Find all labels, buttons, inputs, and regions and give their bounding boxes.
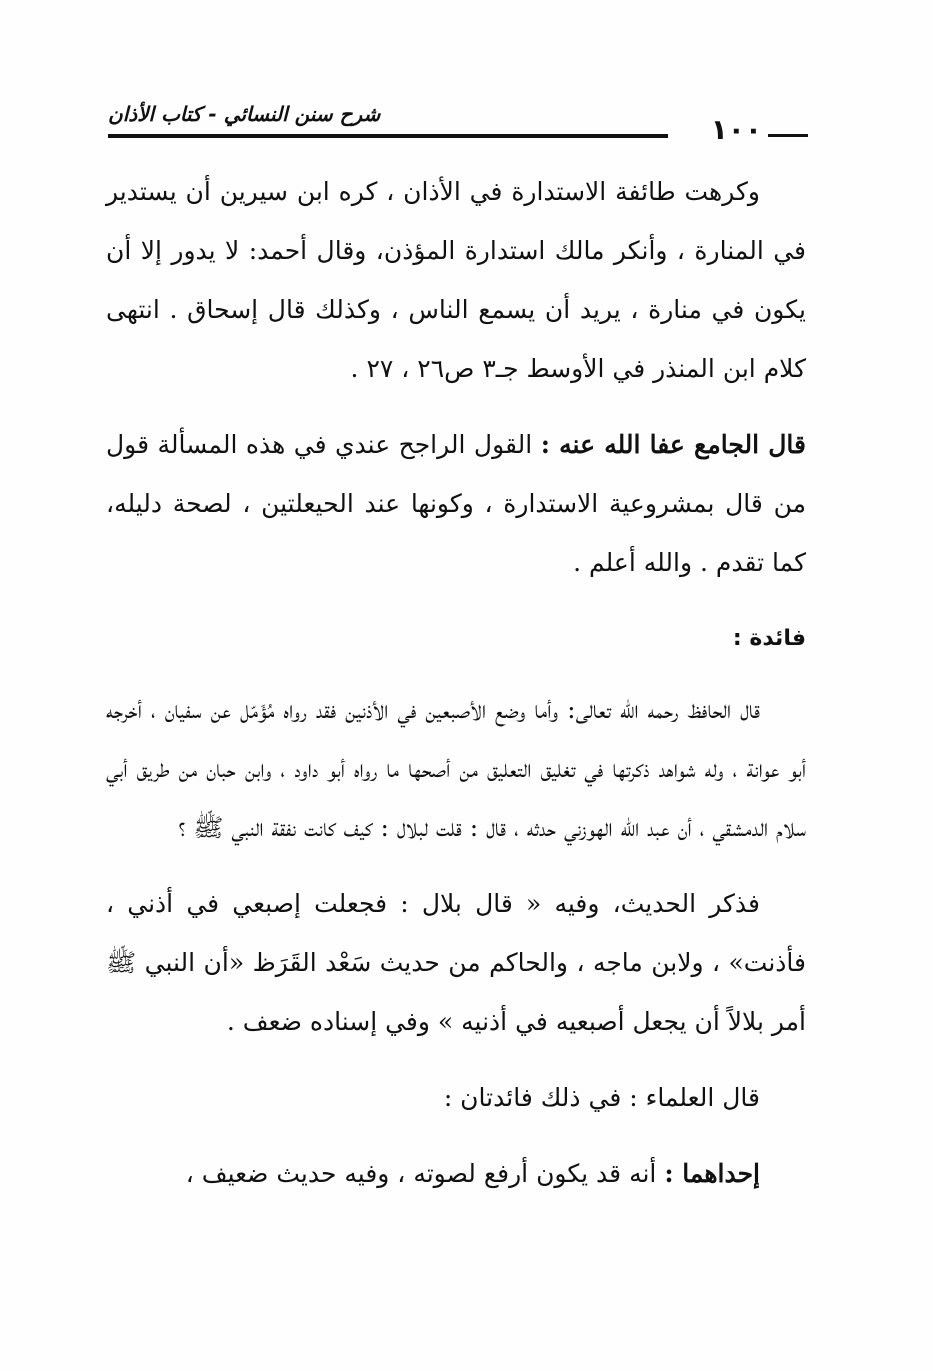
- running-title: شرح سنن النسائي - كتاب الأذان: [108, 102, 381, 126]
- paragraph-jami-opinion: [106, 415, 806, 592]
- first-benefit-lead: إحداهما :: [664, 1159, 760, 1188]
- paragraph-hadith: فذكر الحديث، وفيه « قال بلال : فجعلت إصبعي في أذني ، فأذنت» ، ولابن ماجه ، والحاكم من حديث سَعْد القَرَظ «أن النبي ﷺ أمر بلالاً أن يجعل أصبعيه في أذنيه » وفي إسناده ضعف .: [106, 889, 806, 1036]
- page-header: [108, 98, 808, 146]
- section-heading-faida: فائدة :: [732, 626, 806, 651]
- paragraph-ulama: قال العلماء : في ذلك فائدتان :: [443, 1083, 760, 1112]
- paragraph-hafiz: قال الحافظ رحمه الله تعالى: وأما وضع الأصبعين في الأذنين فقد رواه مُؤَمّل عن سفيان ، أخرجه أبو عوانة ، وله شواهد ذكرتها في تغليق التعليق من أصحها ما رواه أبو داود ، وابن حبان من طريق أبي سلام الدمشقي ، أن عبد الله الهوزني حدثه ، قال : قلت لبلال : كيف كانت نفقة النبي ﷺ ؟: [106, 695, 806, 842]
- header-rule: [108, 134, 668, 138]
- paragraph-istidara: وكرهت طائفة الاستدارة في الأذان ، كره ابن سيرين أن يستدير في المنارة ، وأنكر مالك استدارة المؤذن، وقال أحمد: لا يدور إلا أن يكون في منارة ، يريد أن يسمع الناس ، وكذلك قال إسحاق . انتهى كلام ابن المنذر في الأوسط جـ٣ ص٢٦ ، ٢٧ .: [106, 177, 806, 383]
- page-number: ١٠٠: [710, 113, 762, 146]
- paragraph-first-benefit: [106, 1144, 806, 1203]
- first-benefit-text: أنه قد يكون أرفع لصوته ، وفيه حديث ضعيف ،: [185, 1159, 657, 1188]
- page-number-rule: [768, 134, 808, 137]
- body-text: [106, 162, 806, 1220]
- jami-lead: قال الجامع عفا الله عنه :: [540, 430, 806, 459]
- jami-text: القول الراجح عندي في هذه المسألة قول من قال بمشروعية الاستدارة ، وكونها عند الحيعلتين ، لصحة دليله، كما تقدم . والله أعلم .: [106, 430, 806, 577]
